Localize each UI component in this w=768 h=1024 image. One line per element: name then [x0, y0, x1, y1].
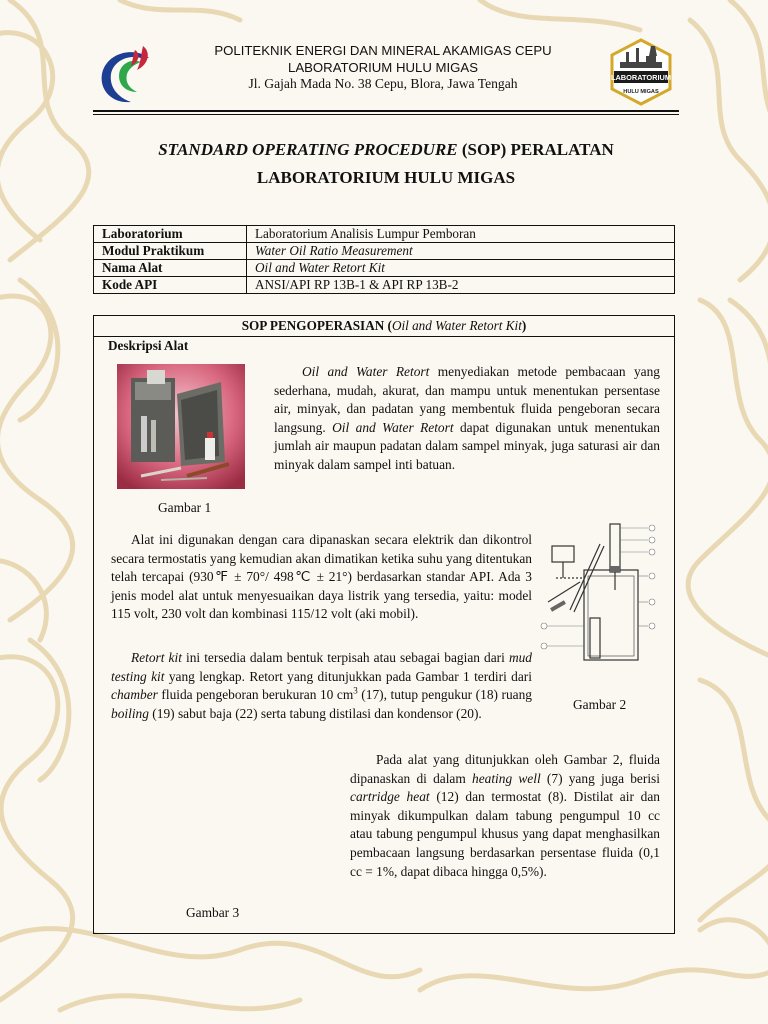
row-key: Kode API	[94, 277, 247, 294]
letterhead	[170, 43, 596, 93]
row-value: ANSI/API RP 13B-1 & API RP 13B-2	[247, 277, 675, 294]
p3-text-4: (17), tutup pengukur (18) ruang	[357, 687, 532, 703]
p3-text-5: (19) sabut baja (22) serta tabung distilasi dan kondensor (20).	[148, 705, 482, 721]
institution-logo-icon	[97, 44, 157, 106]
row-value: Laboratorium Analisis Lumpur Pemboran	[247, 226, 675, 243]
table-row	[94, 277, 675, 294]
header-rule-thin	[93, 114, 679, 115]
header-rule	[93, 110, 679, 112]
info-table	[93, 225, 675, 294]
figure-3-caption: Gambar 3	[186, 905, 240, 920]
description-heading: Deskripsi Alat	[108, 338, 189, 353]
p1-text: menyediakan metode pembacaan yang sederhana, mudah, akurat, dan mampu untuk menentukan persentase air, minyak, dan padatan yang membentuk fluida pengeboran secara langsung.	[274, 364, 660, 435]
p3-superscript: 3	[353, 685, 358, 696]
sop-heading-suffix: )	[521, 318, 527, 333]
sop-heading-italic: Oil and Water Retort Kit	[391, 318, 522, 333]
p4-text-3: (12) dan termostat (8). Distilat air dan minyak dikumpulkan dalam tabung pengumpul 10 cc atau tabung pengumpul khusus yang dapat menghasilkan pembacaan langsung berdasarkan persentase fluida (0,1 cc = 1%, dapat dibaca hingga 0,5%).	[350, 789, 660, 879]
institution-name: POLITEKNIK ENERGI DAN MINERAL AKAMIGAS CEPU	[214, 43, 552, 58]
row-key: Laboratorium	[94, 226, 247, 243]
retort-diagram	[540, 518, 660, 668]
badge-bottom-text: HULU MIGAS	[623, 89, 659, 95]
p4-text-2: (7) yang juga berisi	[540, 770, 660, 786]
title-line2: LABORATORIUM HULU MIGAS	[256, 168, 516, 187]
p3-term: Retort kit	[131, 650, 182, 665]
sop-heading	[94, 316, 674, 337]
row-key: Nama Alat	[94, 260, 247, 277]
lab-name: LABORATORIUM HULU MIGAS	[287, 59, 479, 75]
p3-text: ini tersedia dalam bentuk terpisah atau sebagai bagian dari	[181, 650, 509, 665]
paragraph-1	[274, 363, 660, 475]
row-value: Oil and Water Retort Kit	[247, 260, 675, 277]
paragraph-2: Alat ini digunakan dengan cara dipanaskan secara elektrik dan dikontrol secara termostatis yang kemudian akan dimatikan ketika suhu yang ditentukan telah tercapai (930℉ ± 70°/ 498℃ ± 21°) berdasarkan standar API. Ada 3 jenis model alat untuk menyesuaikan daya listrik yang tersedia, yaitu: model 115 volt, 230 volt dan kombinasi 115/12 volt (aki mobil).	[111, 532, 532, 622]
p1-term-2: Oil and Water Retort	[332, 419, 454, 435]
document-title	[93, 136, 679, 192]
p4-term: heating well	[472, 770, 541, 786]
table-row	[94, 260, 675, 277]
paragraph-3	[111, 649, 532, 723]
p3-term-4: boiling	[111, 705, 149, 721]
p4-text: Pada alat yang ditunjukkan oleh Gambar 2, fluida dipanaskan di dalam	[350, 752, 660, 786]
figure-1-caption: Gambar 1	[158, 500, 212, 515]
lab-badge-icon	[606, 38, 676, 106]
p1-text-2: dapat digunakan untuk menentukan jumlah air maupun padatan dalam sampel minyak, juga saturasi air dan minyak dalam sampel inti batuan.	[274, 419, 660, 472]
title-line1-rest: (SOP) PERALATAN	[457, 140, 614, 159]
p3-term-2: mud testing kit	[111, 650, 532, 684]
table-row	[94, 243, 675, 260]
badge-top-text: LABORATORIUM	[610, 73, 672, 82]
p4-term-2: cartridge heat	[350, 789, 430, 805]
retort-kit-photo	[117, 364, 245, 489]
p3-term-3: chamber	[111, 687, 158, 703]
table-row	[94, 226, 675, 243]
sop-heading-prefix: SOP PENGOPERASIAN (	[241, 318, 392, 333]
title-italic: STANDARD OPERATING PROCEDURE	[158, 140, 458, 159]
paragraph-4	[350, 751, 660, 881]
address: Jl. Gajah Mada No. 38 Cepu, Blora, Jawa Tengah	[248, 76, 518, 91]
p3-text-3: fluida pengeboran berukuran 10 cm	[157, 687, 354, 703]
p1-term: Oil and Water Retort	[302, 364, 430, 379]
row-value: Water Oil Ratio Measurement	[247, 243, 675, 260]
p3-text-2: yang lengkap. Retort yang ditunjukkan pada Gambar 1 terdiri dari	[164, 668, 532, 684]
row-key: Modul Praktikum	[94, 243, 247, 260]
figure-2-caption: Gambar 2	[573, 697, 627, 712]
